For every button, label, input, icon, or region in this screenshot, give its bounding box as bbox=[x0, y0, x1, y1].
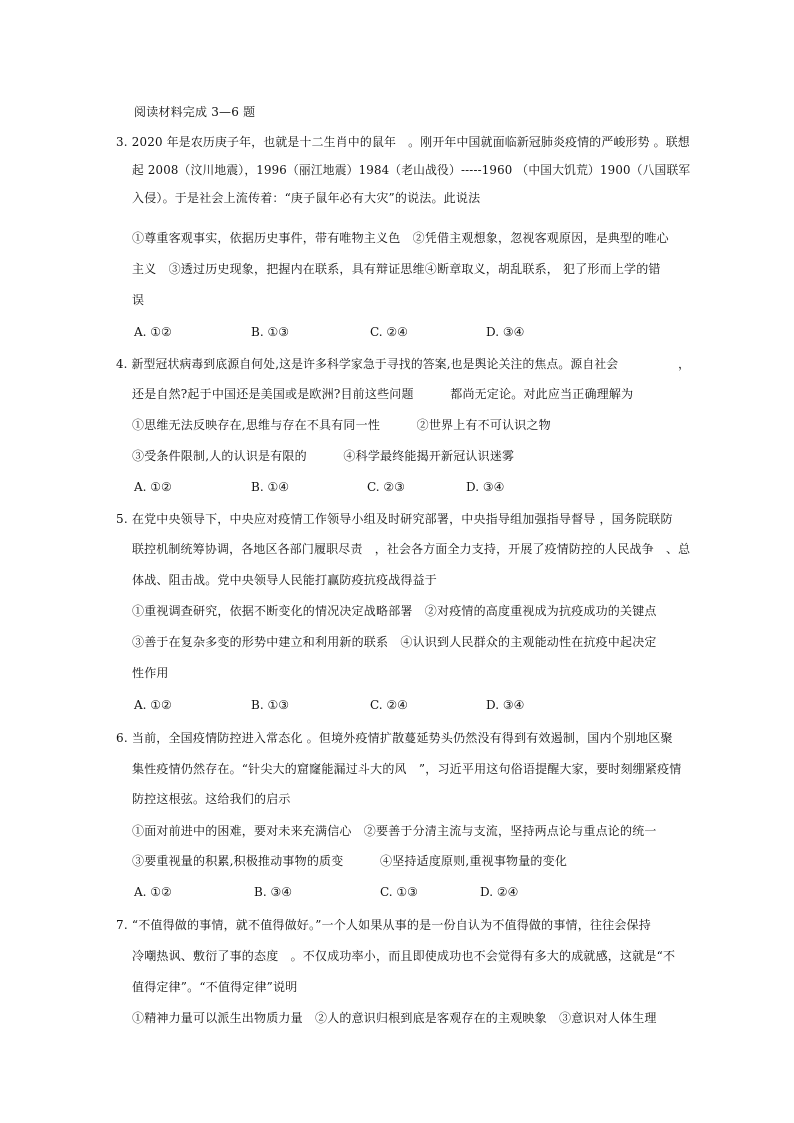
statement-line: 主义 ③透过历史现象，把握内在联系，具有辩证思维④断章取义，胡乱联系， 犯了形而上学的错 bbox=[132, 262, 661, 276]
option-a: A. ①② bbox=[134, 480, 172, 494]
statement-line: 误 bbox=[132, 293, 145, 307]
option-a: A. ①② bbox=[134, 885, 172, 899]
statement-line: ③要重视量的积累,积极推动事物的质变 ④坚持适度原则,重视事物量的变化 bbox=[132, 854, 568, 868]
statement-line: 性作用 bbox=[132, 666, 169, 680]
question-5-line: 体战、阻击战。党中央领导人民能打赢防疫抗疫战得益于 bbox=[132, 573, 438, 587]
option-d: D. ②④ bbox=[480, 885, 519, 899]
option-b: B. ①③ bbox=[251, 698, 289, 712]
option-a: A. ①② bbox=[134, 698, 172, 712]
option-c: C. ②③ bbox=[367, 480, 405, 494]
statement-line: ①尊重客观事实，依据历史事件，带有唯物主义色 ②凭借主观想象，忽视客观原因，是典型的唯心 bbox=[132, 231, 669, 245]
question-3-line: 入侵）。于是社会上流传着：“庚子鼠年必有大灾”的说法。此说法 bbox=[132, 191, 481, 205]
question-7-line: 7. “不值得做的事情，就不值得做好。”一个人如果从事的是一份自认为不值得做的事情，往往会保持 bbox=[116, 918, 651, 932]
option-b: B. ①③ bbox=[251, 325, 289, 339]
question-4-line: 4. 新型冠状病毒到底源自何处,这是许多科学家急于寻找的答案,也是舆论关注的焦点。源自社会 ， bbox=[116, 357, 691, 371]
option-c: C. ①③ bbox=[380, 885, 418, 899]
question-3-line: 起 2008（汶川地震），1996（丽江地震）1984（老山战役）-----1960 （中国大饥荒）1900（八国联军 bbox=[132, 163, 691, 177]
option-d: D. ③④ bbox=[486, 325, 525, 339]
question-7-line: 冷嘲热讽、敷衍了事的态度 。不仅成功率小，而且即使成功也不会觉得有多大的成就感，这就是“不 bbox=[132, 949, 676, 963]
question-6-line: 防控这根弦。这给我们的启示 bbox=[132, 792, 291, 806]
option-a: A. ①② bbox=[134, 325, 172, 339]
option-d: D. ③④ bbox=[466, 480, 505, 494]
statement-line: ①精神力量可以派生出物质力量 ②人的意识归根到底是客观存在的主观映象 ③意识对人体生理 bbox=[132, 1011, 657, 1025]
statement-line: ①思维无法反映存在,思维与存在不具有同一性 ②世界上有不可认识之物 bbox=[132, 418, 551, 432]
statement-line: ③善于在复杂多变的形势中建立和利用新的联系 ④认识到人民群众的主观能动性在抗疫中起决定 bbox=[132, 635, 657, 649]
option-c: C. ②④ bbox=[370, 325, 408, 339]
question-7-line: 值得定律”。“不值得定律”说明 bbox=[132, 980, 298, 994]
reading-instruction: 阅读材料完成 3—6 题 bbox=[134, 105, 256, 119]
statement-line: ①重视调查研究，依据不断变化的情况决定战略部署 ②对疫情的高度重视成为抗疫成功的关键点 bbox=[132, 604, 657, 618]
statement-line: ③受条件限制,人的认识是有限的 ④科学最终能揭开新冠认识迷雾 bbox=[132, 449, 515, 463]
question-5-line: 5. 在党中央领导下，中央应对疫情工作领导小组及时研究部署，中央指导组加强指导督导 ，国务院联防 bbox=[116, 512, 673, 526]
question-6-line: 集性疫情仍然存在。“针尖大的窟窿能漏过斗大的风 ”，习近平用这句俗语提醒大家，要时刻绷紧疫情 bbox=[132, 762, 682, 776]
question-6-line: 6. 当前，全国疫情防控进入常态化 。但境外疫情扩散蔓延势头仍然没有得到有效遏制，国内个别地区聚 bbox=[116, 731, 673, 745]
question-5-line: 联控机制统筹协调，各地区各部门履职尽责 ，社会各方面全力支持，开展了疫情防控的人民战争 、总 bbox=[132, 542, 691, 556]
option-d: D. ③④ bbox=[486, 698, 525, 712]
question-4-line: 还是自然?起于中国还是美国或是欧洲?目前这些问题 都尚无定论。对此应当正确理解为 bbox=[132, 387, 634, 401]
statement-line: ①面对前进中的困难，要对未来充满信心 ②要善于分清主流与支流，坚持两点论与重点论的统一 bbox=[132, 824, 657, 838]
option-c: C. ②④ bbox=[370, 698, 408, 712]
option-b: B. ①④ bbox=[251, 480, 289, 494]
option-b: B. ③④ bbox=[254, 885, 292, 899]
question-3-line: 3. 2020 年是农历庚子年，也就是十二生肖中的鼠年 。刚开年中国就面临新冠肺炎疫情的严峻形势 。联想 bbox=[116, 135, 690, 149]
